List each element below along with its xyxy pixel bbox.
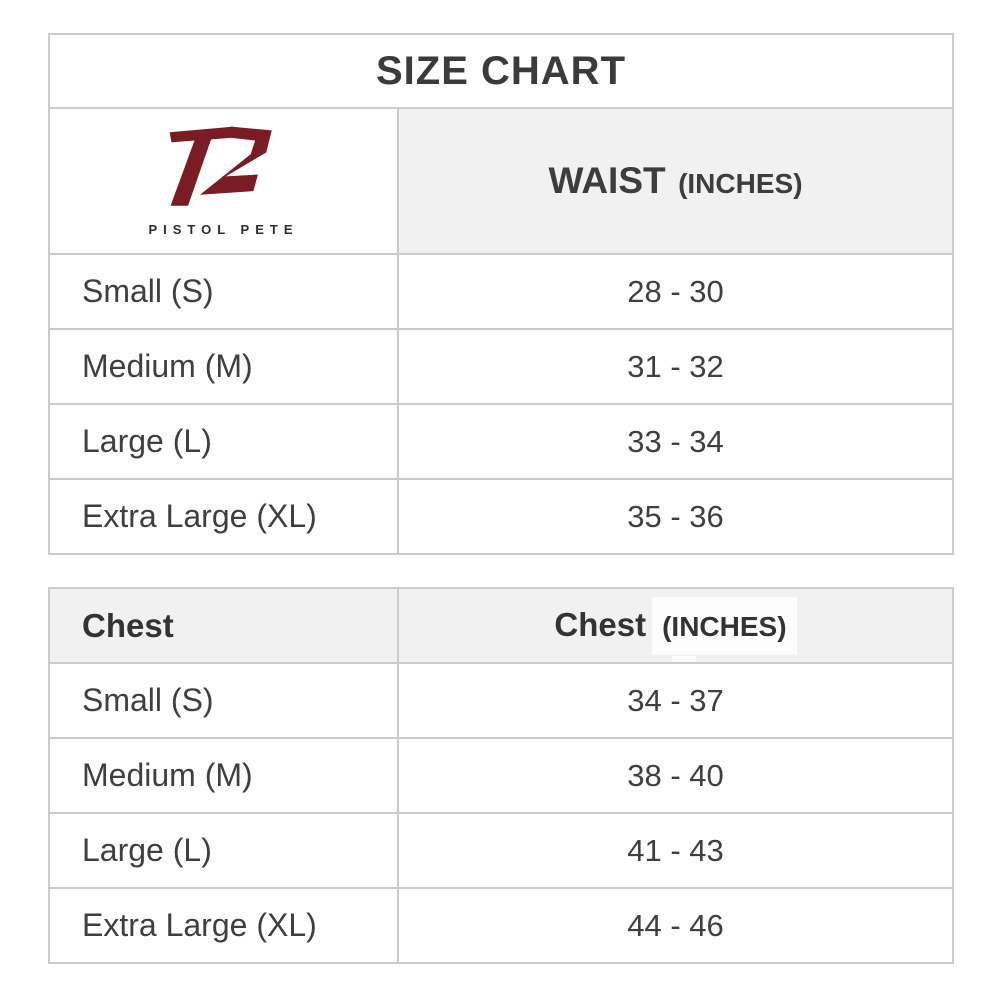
size-label: Small (S) xyxy=(49,254,398,329)
size-label: Large (L) xyxy=(49,813,398,888)
waist-header-label: WAIST xyxy=(548,160,666,201)
brand-logo xyxy=(148,123,298,237)
size-label: Small (S) xyxy=(49,663,398,738)
chest-header-unit: (INCHES) xyxy=(652,597,796,655)
pistol-pete-monogram-icon xyxy=(154,123,292,215)
table-row xyxy=(49,888,953,963)
range-value: 34 - 37 xyxy=(398,663,953,738)
size-chart-container xyxy=(48,33,952,964)
range-value: 35 - 36 xyxy=(398,479,953,554)
table-row xyxy=(49,254,953,329)
range-value: 38 - 40 xyxy=(398,738,953,813)
waist-size-table xyxy=(48,33,954,555)
table-row xyxy=(49,663,953,738)
title-row xyxy=(49,34,953,108)
chest-header-label: Chest xyxy=(554,605,647,643)
size-label: Extra Large (XL) xyxy=(49,479,398,554)
size-label: Medium (M) xyxy=(49,738,398,813)
table-row xyxy=(49,479,953,554)
chest-header-row xyxy=(49,588,953,663)
brand-name: PISTOL PETE xyxy=(148,222,299,237)
brand-logo-cell xyxy=(49,108,398,254)
range-value: 33 - 34 xyxy=(398,404,953,479)
size-label: Medium (M) xyxy=(49,329,398,404)
range-value: 44 - 46 xyxy=(398,888,953,963)
table-row xyxy=(49,738,953,813)
waist-header-row xyxy=(49,108,953,254)
size-label: Large (L) xyxy=(49,404,398,479)
range-value: 28 - 30 xyxy=(398,254,953,329)
waist-header-cell xyxy=(398,108,953,254)
size-label: Extra Large (XL) xyxy=(49,888,398,963)
chest-header-cell xyxy=(398,588,953,663)
size-chart-title: SIZE CHART xyxy=(49,34,953,108)
table-row xyxy=(49,404,953,479)
chest-size-table xyxy=(48,587,954,964)
table-row xyxy=(49,813,953,888)
waist-header-unit: (INCHES) xyxy=(678,168,803,199)
chest-header-left-label: Chest xyxy=(49,588,398,663)
table-row xyxy=(49,329,953,404)
patch-artifact xyxy=(672,656,696,663)
range-value: 31 - 32 xyxy=(398,329,953,404)
range-value: 41 - 43 xyxy=(398,813,953,888)
